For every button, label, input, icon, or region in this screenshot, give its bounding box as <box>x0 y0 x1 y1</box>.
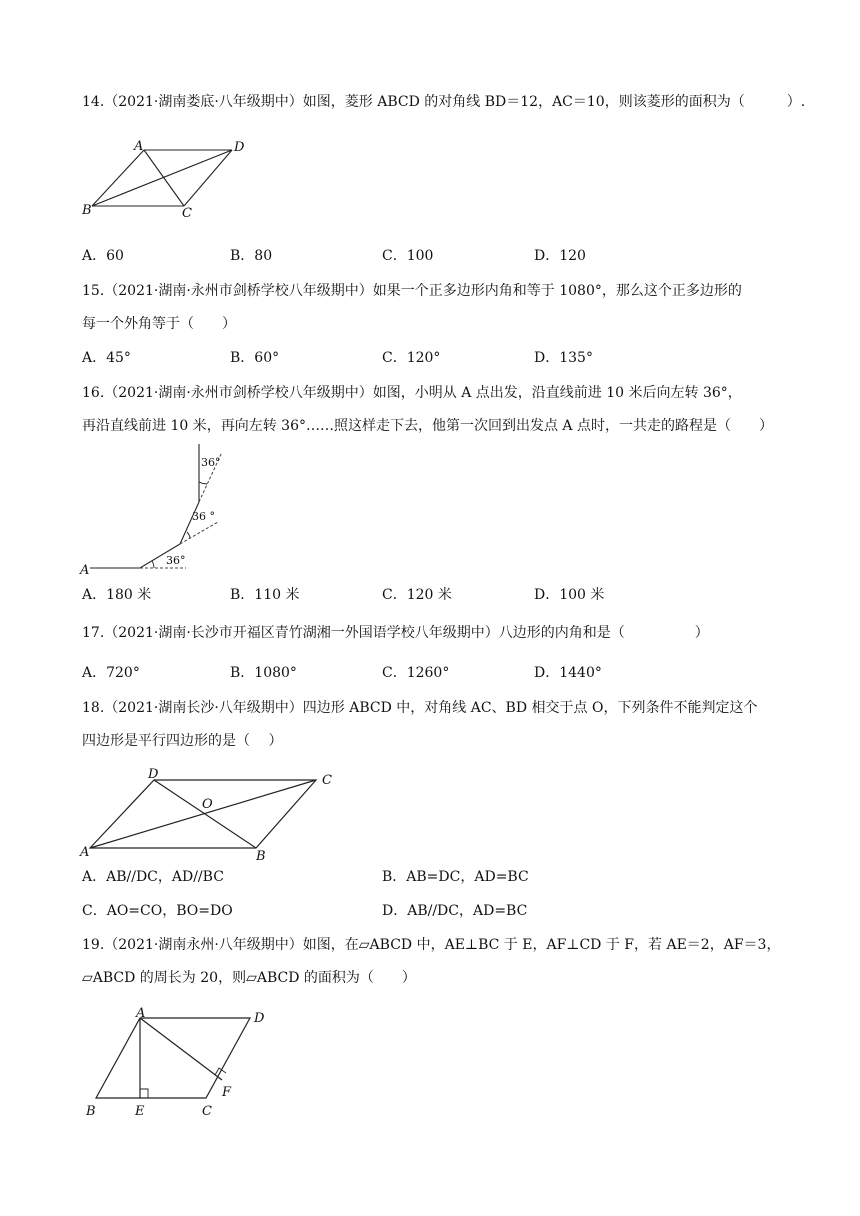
q15-option-d[interactable]: D．135° <box>534 350 593 366</box>
q18-option-a[interactable]: A．AB//DC，AD//BC <box>82 869 224 885</box>
q16-angle-label-top: 36° <box>201 456 221 469</box>
q15-option-b[interactable]: B．60° <box>230 350 280 366</box>
q18-label-d: D <box>148 767 159 782</box>
q16-angle-label-bottom: 36° <box>166 554 186 567</box>
q16-angle-label-middle: 36 ° <box>192 510 215 523</box>
q14-rhombus-figure <box>82 138 262 221</box>
q19-label-b: B <box>86 1104 96 1119</box>
q18-parallelogram-figure <box>78 764 348 862</box>
q19-label-d: D <box>254 1011 265 1026</box>
q15-option-a[interactable]: A．45° <box>82 350 131 366</box>
q19-parallelogram-figure <box>82 1008 282 1120</box>
q14-stem-line-1: 14.（2021·湖南娄底·八年级期中）如图，菱形 ABCD 的对角线 BD＝12，AC＝10，则该菱形的面积为（ ）. <box>82 94 806 110</box>
q15-stem-line-2: 每一个外角等于（ ） <box>82 316 236 332</box>
q18-option-c[interactable]: C．AO=CO，BO=DO <box>82 903 233 919</box>
q14-label-c: C <box>182 206 192 221</box>
q18-option-b[interactable]: B．AB=DC，AD=BC <box>382 869 529 885</box>
q16-walking-path-figure <box>80 442 240 576</box>
q16-option-a[interactable]: A．180 米 <box>82 587 152 603</box>
q14-option-d[interactable]: D．120 <box>534 248 586 264</box>
q19-label-c: C <box>202 1104 212 1119</box>
q18-label-b: B <box>256 849 266 864</box>
q14-option-b[interactable]: B．80 <box>230 248 273 264</box>
q19-stem-line-2: ▱ABCD 的周长为 20，则▱ABCD 的面积为（ ） <box>82 970 416 986</box>
q19-label-e: E <box>135 1104 145 1119</box>
q18-label-a: A <box>80 845 90 860</box>
q14-option-a[interactable]: A．60 <box>82 248 124 264</box>
q17-option-a[interactable]: A．720° <box>82 665 140 681</box>
q14-label-b: B <box>82 203 92 218</box>
q14-label-a: A <box>134 139 144 154</box>
q16-option-c[interactable]: C．120 米 <box>382 587 452 603</box>
q18-option-d[interactable]: D．AB//DC，AD=BC <box>382 903 528 919</box>
q15-option-c[interactable]: C．120° <box>382 350 441 366</box>
q19-stem-line-1: 19.（2021·湖南永州·八年级期中）如图，在▱ABCD 中，AE⊥BC 于 E，AF⊥CD 于 F，若 AE＝2，AF＝3， <box>82 937 781 953</box>
q16-stem-line-1: 16.（2021·湖南·永州市剑桥学校八年级期中）如图，小明从 A 点出发，沿直线前进 10 米后向左转 36°， <box>82 385 742 401</box>
q18-label-o: O <box>202 797 213 812</box>
q17-stem-line-1: 17.（2021·湖南·长沙市开福区青竹湖湘一外国语学校八年级期中）八边形的内角和是（ ） <box>82 625 709 641</box>
q19-label-f: F <box>222 1085 232 1100</box>
q16-label-a: A <box>80 563 90 578</box>
q17-option-c[interactable]: C．1260° <box>382 665 450 681</box>
q18-stem-line-1: 18.（2021·湖南长沙·八年级期中）四边形 ABCD 中，对角线 AC、BD 相交于点 O，下列条件不能判定这个 <box>82 700 758 716</box>
q14-label-d: D <box>234 140 245 155</box>
q16-option-d[interactable]: D．100 米 <box>534 587 605 603</box>
q16-option-b[interactable]: B．110 米 <box>230 587 300 603</box>
q14-option-c[interactable]: C．100 <box>382 248 434 264</box>
q19-label-a: A <box>136 1006 146 1021</box>
q18-stem-line-2: 四边形是平行四边形的是（ ） <box>82 733 283 749</box>
q18-label-c: C <box>322 773 332 788</box>
q16-stem-line-2: 再沿直线前进 10 米，再向左转 36°……照这样走下去，他第一次回到出发点 A 点时，一共走的路程是（ ） <box>82 418 773 434</box>
q17-option-b[interactable]: B．1080° <box>230 665 297 681</box>
q17-option-d[interactable]: D．1440° <box>534 665 602 681</box>
q15-stem-line-1: 15.（2021·湖南·永州市剑桥学校八年级期中）如果一个正多边形内角和等于 1080°，那么这个正多边形的 <box>82 283 742 299</box>
